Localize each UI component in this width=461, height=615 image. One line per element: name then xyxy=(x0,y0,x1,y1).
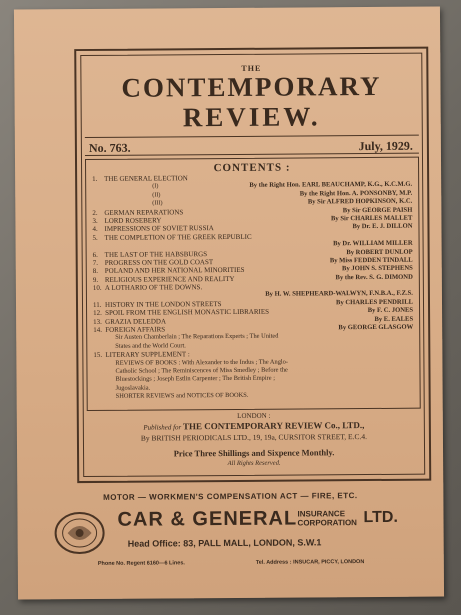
masthead-title-line2: REVIEW. xyxy=(182,101,321,133)
magazine-cover xyxy=(14,7,444,600)
contents-item-title: IMPRESSIONS OF SOVIET RUSSIA xyxy=(104,224,214,234)
contents-item-number: 10. xyxy=(92,283,102,293)
advert-phone: Phone No. Regent 6160—6 Lines. xyxy=(97,560,185,567)
contents-item-author: By Dr. WILLIAM MILLER xyxy=(333,239,413,248)
contents-item-author: By Miss FEDDEN TINDALL xyxy=(329,256,413,265)
contents-box xyxy=(85,157,421,411)
masthead-the: THE xyxy=(241,63,262,73)
contents-item-author: By the Rev. S. G. DIMOND xyxy=(335,273,413,281)
contents-item-title: A LOTHARIO OF THE DOWNS. xyxy=(104,283,203,292)
contents-item-title: GERMAN REPARATIONS xyxy=(104,207,184,217)
contents-item-number: 3. xyxy=(92,216,98,225)
contents-item-title: SPOIL FROM THE ENGLISH MONASTIC LIBRARIES xyxy=(105,307,270,318)
contents-item-title: THE LAST OF THE HABSBURGS xyxy=(104,249,208,259)
contents-item-number: 12. xyxy=(93,309,102,318)
advert-telegraph: Tel. Address : INSUCAR, PICCY, LONDON xyxy=(255,559,365,566)
contents-item-subtext: Sir Austen Chamberlain ; The Reparations Experts ; The United xyxy=(115,333,279,342)
contents-item-number: 15. xyxy=(93,351,103,360)
cover-frame xyxy=(74,47,431,483)
contents-item-subtext: Jugoslavakia. xyxy=(115,384,151,392)
contents-item-subtext: SHORTER REVIEWS and NOTICES OF BOOKS. xyxy=(115,392,249,400)
contents-item-roman: (II) xyxy=(152,191,161,199)
contents-item-author: By JOHN S. STEPHENS xyxy=(342,265,413,273)
publisher-city: LONDON : xyxy=(237,411,271,420)
contents-item-author: By Sir GEORGE PAISH xyxy=(342,206,413,214)
contents-item-title: THE GENERAL ELECTION xyxy=(104,174,188,183)
contents-row xyxy=(94,391,414,402)
issue-date: July, 1929. xyxy=(358,138,413,154)
advert-head-office: Head Office: 83, PALL MALL, LONDON, S.W.1 xyxy=(127,537,322,549)
contents-item-number: 9. xyxy=(92,275,99,284)
contents-item-number: 4. xyxy=(92,225,98,234)
issue-number: No. 763. xyxy=(88,140,131,155)
insurance-advert xyxy=(17,481,444,594)
contents-item-author: By Sir ALFRED HOPKINSON, K.C. xyxy=(307,197,413,206)
contents-item-number: 2. xyxy=(92,208,98,217)
contents-item-number: 14. xyxy=(93,325,102,334)
contents-item-author: By H. W. SHEPHEARD-WALWYN, F.N.B.A., F.Z.S. xyxy=(265,290,413,299)
contents-item-author: By Sir CHARLES MALLET xyxy=(330,214,413,223)
contents-item-number: 7. xyxy=(92,258,98,267)
contents-item-author: By E. EALES xyxy=(374,315,414,323)
advert-ltd: LTD. xyxy=(363,508,398,527)
contents-item-subtext: Bluestockings ; Joseph Estlin Carpenter ; The British Empire ; xyxy=(115,375,276,384)
contents-item-author: By Dr. E. J. DILLON xyxy=(352,223,413,231)
advert-brand: CAR & GENERAL xyxy=(117,507,298,531)
contents-item-title: GRAZIA DELEDDA xyxy=(105,317,167,326)
published-for-prefix: Published for xyxy=(143,423,182,432)
contents-item-author: By F. C. JONES xyxy=(367,306,414,315)
contents-item-number: 8. xyxy=(92,267,99,276)
advert-top-line: MOTOR — WORKMEN'S COMPENSATION ACT — FIRE, ETC. xyxy=(103,491,358,502)
contents-item-author: By ROBERT DUNLOP xyxy=(346,248,413,256)
masthead-title-line1: CONTEMPORARY xyxy=(121,70,382,103)
contents-item-author: By GEORGE GLASGOW xyxy=(338,323,414,332)
car-general-seal-icon xyxy=(53,511,105,555)
contents-item-number: 13. xyxy=(93,317,102,326)
contents-item-title: RELIGIOUS EXPERIENCE AND REALITY xyxy=(104,274,235,284)
contents-item-title: THE COMPLETION OF THE GREEK REPUBLIC xyxy=(104,232,252,242)
contents-item-title: HISTORY IN THE LONDON STREETS xyxy=(104,299,222,309)
contents-item-title: LORD ROSEBERY xyxy=(104,216,162,225)
contents-item-title: FOREIGN AFFAIRS xyxy=(105,325,166,334)
contents-item-author: By the Right Hon. EARL BEAUCHAMP, K.G., K.C.M.G. xyxy=(249,181,413,190)
contents-item-subtext: States and the World Court. xyxy=(115,342,186,350)
rights-line: All Rights Reserved. xyxy=(227,459,281,468)
contents-item-title: POLAND AND HER NATIONAL MINORITIES xyxy=(104,266,245,276)
contents-list xyxy=(92,173,414,402)
contents-item-subtext: Catholic School ; The Reminiscences of Miss Smedley ; Before the xyxy=(115,366,288,375)
advert-insurance-corporation xyxy=(297,509,357,527)
contents-item-number: 5. xyxy=(92,233,98,242)
contents-title: CONTENTS : xyxy=(213,161,291,175)
contents-item-number: 6. xyxy=(92,250,98,259)
contents-item-subtext: REVIEWS OF BOOKS : With Alexander to the Indus ; The Anglo- xyxy=(115,358,289,367)
contents-item-roman: (III) xyxy=(152,199,163,207)
contents-item-author: By CHARLES PENDRILL xyxy=(336,298,414,307)
contents-item-title: LITERARY SUPPLEMENT : xyxy=(105,350,190,360)
contents-item-roman: (I) xyxy=(152,182,159,190)
contents-item-title: PROGRESS ON THE GOLD COAST xyxy=(104,258,214,267)
publisher-company: THE CONTEMPORARY REVIEW Co., LTD., xyxy=(182,420,365,432)
advert-insurance: INSURANCE xyxy=(297,509,346,519)
publisher-by-line: By BRITISH PERIODICALS LTD., 19, 19a, CURSITOR STREET, E.C.4. xyxy=(140,432,368,443)
contents-item-number: 11. xyxy=(92,300,102,309)
contents-item-author: By the Right Hon. A. PONSONBY, M.P. xyxy=(299,189,413,198)
price-line: Price Three Shillings and Sixpence Monthly. xyxy=(173,447,335,459)
advert-corporation: CORPORATION xyxy=(297,518,357,528)
contents-item-number: 1. xyxy=(92,174,98,183)
